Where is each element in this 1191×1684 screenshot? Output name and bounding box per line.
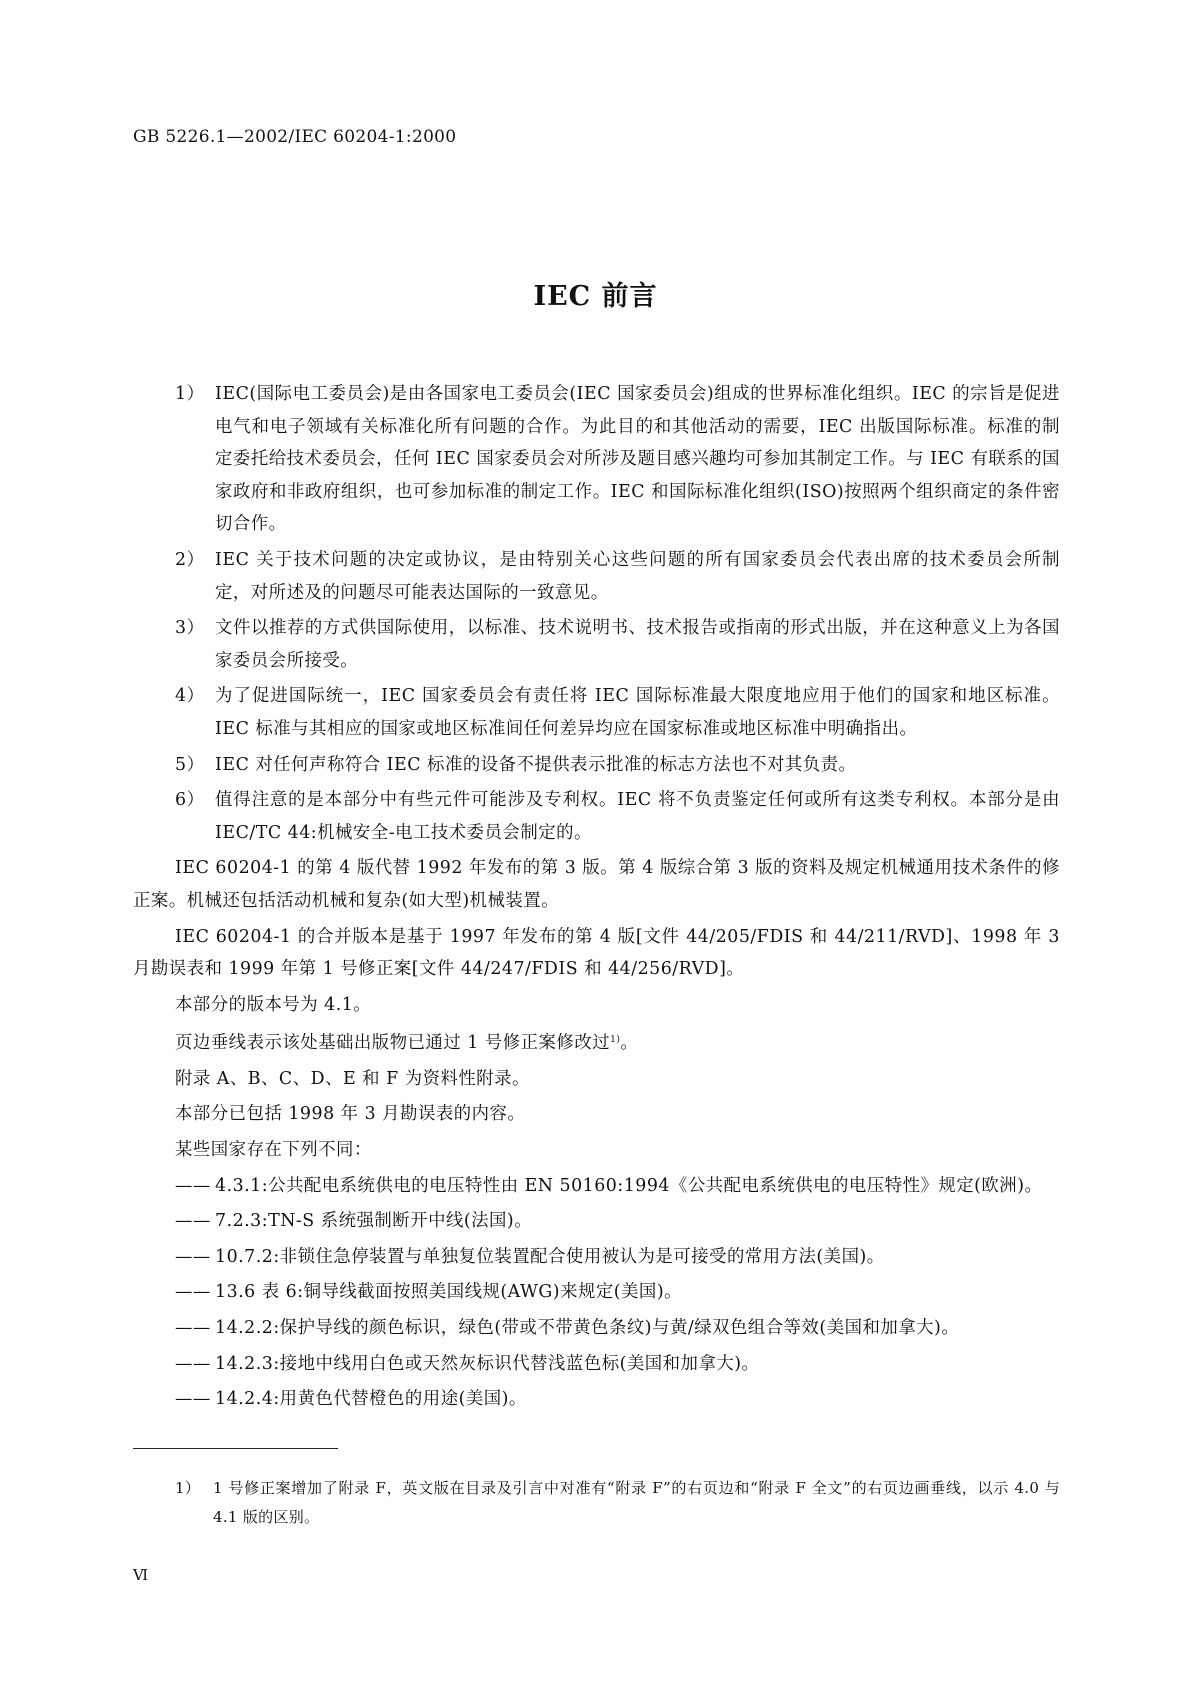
numbered-item-6 — [133, 784, 1060, 849]
difference-text: 14.2.3:接地中线用白色或天然灰标识代替浅蓝色标(美国和加拿大)。 — [215, 1353, 760, 1374]
item-text: IEC 关于技术问题的决定或协议，是由特别关心这些问题的所有国家委员会代表出席的技术委员会所制定，对所述及的问题尽可能表达国际的一致意见。 — [215, 549, 1060, 603]
paragraph-version-number: 本部分的版本号为 4.1。 — [175, 994, 372, 1015]
footnote-text: 1 号修正案增加了附录 F，英文版在目录及引言中对准有“附录 F”的右页边和“附录 F 全文”的右页边画垂线，以示 4.0 与 4.1 版的区别。 — [213, 1479, 1060, 1526]
difference-item — [133, 1383, 1060, 1416]
difference-item — [133, 1205, 1060, 1238]
item-number: 3） — [175, 618, 205, 639]
page-title: IEC 前言 — [533, 281, 658, 312]
difference-item — [133, 1276, 1060, 1309]
numbered-item-4 — [133, 680, 1060, 745]
dash-mark: —— — [175, 1318, 211, 1339]
margin-line-text: 页边垂线表示该处基础出版物已通过 1 号修正案修改过 — [175, 1033, 611, 1054]
dash-mark: —— — [175, 1211, 211, 1232]
difference-text: 4.3.1:公共配电系统供电的电压特性由 EN 50160:1994《公共配电系统供电的电压特性》规定(欧洲)。 — [215, 1175, 1043, 1196]
item-number: 1） — [175, 384, 205, 404]
numbered-item-1 — [133, 378, 1060, 541]
difference-item — [133, 1312, 1060, 1345]
item-text: IEC(国际电工委员会)是由各国家电工委员会(IEC 国家委员会)组成的世界标准化组织。IEC 的宗旨是促进电气和电子领域有关标准化所有问题的合作。为此目的和其他活动的需要，IEC 出版国际标准。标准的制定委托给技术委员会，任何 IEC 国家委员会对所涉及题目感兴趣均可参加其制定工作。与 IEC 有联系的国家政府和非政府组织，也可参加标准的制定工作。IEC 和国际标准化组织(ISO)按照两个组织商定的条件密切合作。 — [215, 384, 1060, 535]
dash-mark: —— — [175, 1389, 211, 1410]
item-number: 2） — [175, 549, 205, 570]
item-number: 4） — [175, 686, 205, 707]
difference-item — [133, 1170, 1060, 1203]
footnote-number: 1） — [175, 1479, 201, 1497]
paragraph-margin-line — [133, 1024, 1060, 1060]
footnote-reference[interactable]: 1) — [610, 1035, 621, 1046]
difference-item — [133, 1241, 1060, 1274]
difference-text: 14.2.2:保护导线的颜色标识，绿色(带或不带黄色条纹)与黄/绿双色组合等效(美国和加拿大)。 — [215, 1318, 960, 1339]
difference-item — [133, 1348, 1060, 1381]
paragraph-version-replace: IEC 60204-1 的第 4 版代替 1992 年发布的第 3 版。第 4 版综合第 3 版的资料及规定机械通用技术条件的修正案。机械还包括活动机械和复杂(如大型)机械装置。 — [133, 858, 1060, 911]
paragraph-consolidated-edition: IEC 60204-1 的合并版本是基于 1997 年发布的第 4 版[文件 44/205/FDIS 和 44/211/RVD]、1998 年 3 月勘误表和 1999 年第 1 号修正案[文件 44/247/FDIS 和 44/256/RVD]。 — [133, 926, 1060, 980]
footnote-divider — [133, 1448, 338, 1449]
paragraph-annexes: 附录 A、B、C、D、E 和 F 为资料性附录。 — [175, 1068, 530, 1089]
numbered-item-3 — [133, 612, 1060, 677]
dash-mark: —— — [175, 1282, 211, 1303]
difference-text: 7.2.3:TN-S 系统强制断开中线(法国)。 — [215, 1211, 533, 1232]
item-text: IEC 对任何声称符合 IEC 标准的设备不提供表示批准的标志方法也不对其负责。 — [215, 754, 857, 775]
item-text: 文件以推荐的方式供国际使用，以标准、技术说明书、技术报告或指南的形式出版，并在这种意义上为各国家委员会所接受。 — [215, 618, 1060, 671]
item-text: 为了促进国际统一，IEC 国家委员会有责任将 IEC 国际标准最大限度地应用于他们的国家和地区标准。IEC 标准与其相应的国家或地区标准间任何差异均应在国家标准或地区标准中明确指出。 — [215, 686, 1060, 739]
paragraph-differences-intro: 某些国家存在下列不同： — [175, 1140, 372, 1161]
difference-text: 14.2.4:用黄色代替橙色的用途(美国)。 — [215, 1389, 527, 1410]
item-text: 值得注意的是本部分中有些元件可能涉及专利权。IEC 将不负责鉴定任何或所有这类专利权。本部分是由 IEC/TC 44:机械安全-电工技术委员会制定的。 — [215, 790, 1060, 843]
dash-mark: —— — [175, 1246, 211, 1267]
dash-mark: —— — [175, 1353, 211, 1374]
page-number: Ⅵ — [133, 1566, 149, 1584]
item-number: 6） — [175, 790, 205, 811]
numbered-item-2 — [133, 544, 1060, 609]
footnote — [133, 1474, 1060, 1532]
document-body — [133, 378, 1060, 1419]
document-code-header: GB 5226.1—2002/IEC 60204-1:2000 — [133, 127, 457, 147]
margin-line-end: 。 — [620, 1033, 639, 1054]
item-number: 5） — [175, 754, 205, 775]
paragraph-corrigendum: 本部分已包括 1998 年 3 月勘误表的内容。 — [175, 1104, 526, 1125]
difference-text: 10.7.2:非锁住急停装置与单独复位装置配合使用被认为是可接受的常用方法(美国)。 — [215, 1246, 885, 1267]
difference-text: 13.6 表 6:铜导线截面按照美国线规(AWG)来规定(美国)。 — [215, 1282, 682, 1303]
dash-mark: —— — [175, 1175, 211, 1196]
numbered-item-5 — [133, 749, 1060, 782]
